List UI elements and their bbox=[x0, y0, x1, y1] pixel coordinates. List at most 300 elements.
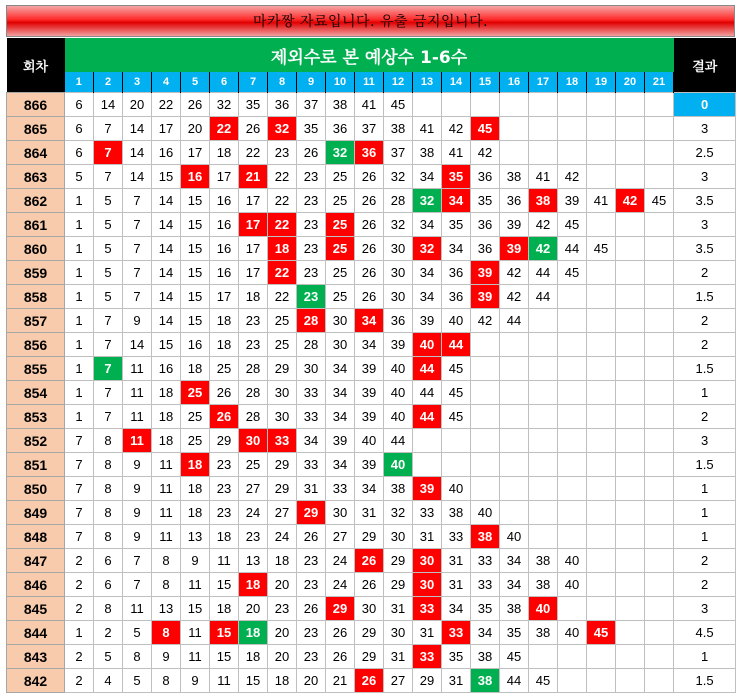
number-cell: 2 bbox=[65, 573, 94, 597]
number-cell: 40 bbox=[384, 453, 413, 477]
number-cell: 40 bbox=[529, 597, 558, 621]
number-cell: 38 bbox=[471, 645, 500, 669]
empty-cell bbox=[529, 141, 558, 165]
empty-cell bbox=[645, 501, 674, 525]
empty-cell bbox=[500, 117, 529, 141]
number-cell: 18 bbox=[152, 381, 181, 405]
empty-cell bbox=[500, 501, 529, 525]
number-cell: 29 bbox=[268, 477, 297, 501]
empty-cell bbox=[645, 669, 674, 693]
empty-cell bbox=[616, 261, 645, 285]
number-cell: 25 bbox=[326, 213, 355, 237]
number-cell: 23 bbox=[297, 213, 326, 237]
number-cell: 30 bbox=[384, 285, 413, 309]
number-cell: 15 bbox=[210, 573, 239, 597]
number-cell: 44 bbox=[500, 669, 529, 693]
empty-cell bbox=[616, 141, 645, 165]
number-cell: 34 bbox=[413, 285, 442, 309]
number-cell: 44 bbox=[413, 405, 442, 429]
number-cell: 11 bbox=[123, 405, 152, 429]
column-number: 7 bbox=[239, 72, 268, 93]
number-cell: 7 bbox=[123, 573, 152, 597]
number-cell: 15 bbox=[181, 189, 210, 213]
empty-cell bbox=[500, 429, 529, 453]
table-body bbox=[7, 93, 736, 693]
number-cell: 15 bbox=[181, 285, 210, 309]
number-cell: 30 bbox=[326, 333, 355, 357]
number-cell: 33 bbox=[413, 597, 442, 621]
empty-cell bbox=[587, 261, 616, 285]
number-cell: 8 bbox=[94, 453, 123, 477]
number-cell: 33 bbox=[471, 549, 500, 573]
number-cell: 15 bbox=[210, 621, 239, 645]
number-cell: 9 bbox=[123, 525, 152, 549]
table-row bbox=[7, 333, 736, 357]
number-cell: 38 bbox=[500, 165, 529, 189]
empty-cell bbox=[500, 453, 529, 477]
number-cell: 41 bbox=[355, 93, 384, 117]
number-cell: 15 bbox=[239, 669, 268, 693]
number-cell: 7 bbox=[94, 405, 123, 429]
empty-cell bbox=[645, 525, 674, 549]
round-cell: 844 bbox=[7, 621, 65, 645]
empty-cell bbox=[442, 93, 471, 117]
number-cell: 34 bbox=[500, 573, 529, 597]
number-cell: 24 bbox=[268, 525, 297, 549]
round-cell: 859 bbox=[7, 261, 65, 285]
round-cell: 849 bbox=[7, 501, 65, 525]
empty-cell bbox=[645, 573, 674, 597]
result-cell: 1 bbox=[674, 381, 736, 405]
empty-cell bbox=[645, 645, 674, 669]
empty-cell bbox=[616, 429, 645, 453]
number-cell: 29 bbox=[210, 429, 239, 453]
empty-cell bbox=[645, 213, 674, 237]
number-cell: 26 bbox=[210, 381, 239, 405]
number-cell: 42 bbox=[558, 165, 587, 189]
empty-cell bbox=[616, 309, 645, 333]
round-cell: 846 bbox=[7, 573, 65, 597]
number-cell: 40 bbox=[558, 621, 587, 645]
round-cell: 854 bbox=[7, 381, 65, 405]
number-cell: 26 bbox=[355, 261, 384, 285]
number-cell: 11 bbox=[210, 669, 239, 693]
empty-cell bbox=[529, 309, 558, 333]
number-cell: 7 bbox=[123, 285, 152, 309]
empty-cell bbox=[529, 93, 558, 117]
empty-cell bbox=[471, 429, 500, 453]
empty-cell bbox=[645, 285, 674, 309]
number-cell: 15 bbox=[210, 645, 239, 669]
empty-cell bbox=[616, 213, 645, 237]
empty-cell bbox=[587, 213, 616, 237]
empty-cell bbox=[587, 501, 616, 525]
number-cell: 33 bbox=[471, 573, 500, 597]
number-cell: 26 bbox=[355, 189, 384, 213]
number-cell: 7 bbox=[123, 237, 152, 261]
number-cell: 40 bbox=[384, 381, 413, 405]
number-cell: 31 bbox=[442, 669, 471, 693]
number-cell: 44 bbox=[558, 237, 587, 261]
empty-cell bbox=[645, 549, 674, 573]
number-cell: 26 bbox=[355, 573, 384, 597]
number-cell: 32 bbox=[384, 165, 413, 189]
number-cell: 22 bbox=[268, 213, 297, 237]
empty-cell bbox=[587, 117, 616, 141]
empty-cell bbox=[413, 93, 442, 117]
number-cell: 25 bbox=[268, 309, 297, 333]
number-cell: 38 bbox=[413, 141, 442, 165]
number-cell: 45 bbox=[587, 237, 616, 261]
empty-cell bbox=[645, 309, 674, 333]
result-cell: 2 bbox=[674, 333, 736, 357]
number-cell: 35 bbox=[500, 621, 529, 645]
number-cell: 42 bbox=[500, 261, 529, 285]
number-cell: 5 bbox=[94, 189, 123, 213]
empty-cell bbox=[500, 141, 529, 165]
number-cell: 1 bbox=[65, 189, 94, 213]
number-cell: 39 bbox=[355, 405, 384, 429]
empty-cell bbox=[587, 429, 616, 453]
number-cell: 9 bbox=[181, 669, 210, 693]
number-cell: 14 bbox=[152, 237, 181, 261]
empty-cell bbox=[587, 549, 616, 573]
number-cell: 39 bbox=[326, 429, 355, 453]
number-cell: 17 bbox=[239, 189, 268, 213]
number-cell: 34 bbox=[442, 189, 471, 213]
number-cell: 15 bbox=[181, 309, 210, 333]
empty-cell bbox=[587, 405, 616, 429]
number-cell: 33 bbox=[442, 525, 471, 549]
result-cell: 2 bbox=[674, 309, 736, 333]
number-cell: 23 bbox=[297, 189, 326, 213]
number-cell: 44 bbox=[442, 333, 471, 357]
number-cell: 32 bbox=[384, 213, 413, 237]
round-cell: 862 bbox=[7, 189, 65, 213]
number-cell: 29 bbox=[384, 573, 413, 597]
empty-cell bbox=[558, 141, 587, 165]
number-cell: 23 bbox=[297, 285, 326, 309]
column-number: 3 bbox=[123, 72, 152, 93]
number-cell: 5 bbox=[123, 621, 152, 645]
empty-cell bbox=[616, 165, 645, 189]
number-cell: 35 bbox=[442, 213, 471, 237]
number-cell: 23 bbox=[210, 477, 239, 501]
number-cell: 35 bbox=[442, 645, 471, 669]
number-cell: 9 bbox=[181, 549, 210, 573]
column-number: 12 bbox=[384, 72, 413, 93]
number-cell: 15 bbox=[152, 333, 181, 357]
empty-cell bbox=[616, 453, 645, 477]
number-cell: 38 bbox=[500, 597, 529, 621]
empty-cell bbox=[471, 477, 500, 501]
number-cell: 8 bbox=[152, 573, 181, 597]
number-cell: 28 bbox=[297, 333, 326, 357]
empty-cell bbox=[645, 429, 674, 453]
warning-banner: 마카짱 자료입니다. 유출 금지입니다. bbox=[6, 5, 735, 37]
number-cell: 34 bbox=[326, 453, 355, 477]
number-cell: 32 bbox=[210, 93, 239, 117]
number-cell: 45 bbox=[500, 645, 529, 669]
number-cell: 28 bbox=[297, 309, 326, 333]
number-cell: 36 bbox=[471, 165, 500, 189]
number-cell: 31 bbox=[442, 573, 471, 597]
number-cell: 7 bbox=[65, 453, 94, 477]
number-cell: 16 bbox=[210, 189, 239, 213]
empty-cell bbox=[500, 357, 529, 381]
number-cell: 40 bbox=[384, 405, 413, 429]
number-cell: 23 bbox=[297, 237, 326, 261]
empty-cell bbox=[616, 549, 645, 573]
result-cell: 2 bbox=[674, 261, 736, 285]
round-cell: 850 bbox=[7, 477, 65, 501]
number-cell: 39 bbox=[355, 381, 384, 405]
empty-cell bbox=[645, 117, 674, 141]
column-number: 17 bbox=[529, 72, 558, 93]
number-cell: 14 bbox=[152, 309, 181, 333]
number-cell: 23 bbox=[297, 261, 326, 285]
round-cell: 865 bbox=[7, 117, 65, 141]
empty-cell bbox=[616, 333, 645, 357]
number-cell: 20 bbox=[268, 645, 297, 669]
number-cell: 20 bbox=[123, 93, 152, 117]
number-cell: 1 bbox=[65, 357, 94, 381]
number-cell: 18 bbox=[268, 669, 297, 693]
column-number: 15 bbox=[471, 72, 500, 93]
empty-cell bbox=[645, 597, 674, 621]
number-cell: 7 bbox=[94, 333, 123, 357]
number-cell: 23 bbox=[239, 309, 268, 333]
number-cell: 29 bbox=[413, 669, 442, 693]
number-cell: 29 bbox=[326, 597, 355, 621]
table-row bbox=[7, 309, 736, 333]
number-cell: 25 bbox=[326, 261, 355, 285]
number-cell: 45 bbox=[384, 93, 413, 117]
empty-cell bbox=[587, 381, 616, 405]
number-cell: 25 bbox=[326, 237, 355, 261]
number-cell: 18 bbox=[239, 621, 268, 645]
result-cell: 1.5 bbox=[674, 453, 736, 477]
number-cell: 17 bbox=[239, 213, 268, 237]
table-row bbox=[7, 189, 736, 213]
empty-cell bbox=[587, 525, 616, 549]
number-cell: 14 bbox=[123, 165, 152, 189]
number-cell: 11 bbox=[123, 597, 152, 621]
empty-cell bbox=[587, 669, 616, 693]
number-cell: 23 bbox=[297, 549, 326, 573]
number-cell: 1 bbox=[65, 621, 94, 645]
table-row bbox=[7, 501, 736, 525]
result-cell: 3 bbox=[674, 117, 736, 141]
number-cell: 22 bbox=[268, 261, 297, 285]
number-cell: 25 bbox=[268, 333, 297, 357]
number-cell: 36 bbox=[500, 189, 529, 213]
number-cell: 39 bbox=[413, 477, 442, 501]
empty-cell bbox=[558, 357, 587, 381]
number-cell: 2 bbox=[65, 549, 94, 573]
number-cell: 34 bbox=[442, 597, 471, 621]
column-number: 6 bbox=[210, 72, 239, 93]
number-cell: 15 bbox=[181, 237, 210, 261]
number-cell: 34 bbox=[442, 237, 471, 261]
round-cell: 864 bbox=[7, 141, 65, 165]
number-cell: 22 bbox=[210, 117, 239, 141]
number-cell: 7 bbox=[65, 429, 94, 453]
result-cell: 3.5 bbox=[674, 237, 736, 261]
number-cell: 1 bbox=[65, 333, 94, 357]
empty-cell bbox=[558, 645, 587, 669]
number-cell: 42 bbox=[442, 117, 471, 141]
number-cell: 7 bbox=[94, 309, 123, 333]
number-cell: 29 bbox=[297, 501, 326, 525]
number-cell: 15 bbox=[181, 213, 210, 237]
number-cell: 31 bbox=[384, 645, 413, 669]
empty-cell bbox=[558, 453, 587, 477]
number-cell: 6 bbox=[94, 549, 123, 573]
number-cell: 30 bbox=[297, 357, 326, 381]
number-cell: 45 bbox=[587, 621, 616, 645]
number-cell: 7 bbox=[65, 477, 94, 501]
number-cell: 45 bbox=[442, 357, 471, 381]
number-cell: 25 bbox=[181, 405, 210, 429]
number-cell: 26 bbox=[326, 645, 355, 669]
number-cell: 33 bbox=[297, 405, 326, 429]
number-cell: 7 bbox=[123, 549, 152, 573]
empty-cell bbox=[529, 405, 558, 429]
number-cell: 33 bbox=[297, 381, 326, 405]
table-row bbox=[7, 381, 736, 405]
empty-cell bbox=[471, 333, 500, 357]
number-cell: 18 bbox=[181, 477, 210, 501]
number-cell: 5 bbox=[94, 285, 123, 309]
empty-cell bbox=[616, 573, 645, 597]
number-cell: 25 bbox=[326, 165, 355, 189]
number-cell: 8 bbox=[152, 549, 181, 573]
number-cell: 7 bbox=[123, 261, 152, 285]
number-cell: 8 bbox=[123, 645, 152, 669]
number-cell: 14 bbox=[152, 189, 181, 213]
empty-cell bbox=[558, 669, 587, 693]
number-cell: 26 bbox=[355, 237, 384, 261]
number-cell: 30 bbox=[384, 621, 413, 645]
number-cell: 32 bbox=[384, 501, 413, 525]
number-cell: 23 bbox=[210, 453, 239, 477]
number-cell: 17 bbox=[239, 261, 268, 285]
empty-cell bbox=[558, 285, 587, 309]
number-cell: 41 bbox=[529, 165, 558, 189]
table-row bbox=[7, 477, 736, 501]
number-cell: 1 bbox=[65, 381, 94, 405]
column-number-row bbox=[7, 72, 736, 93]
number-cell: 31 bbox=[297, 477, 326, 501]
number-cell: 36 bbox=[442, 285, 471, 309]
number-cell: 42 bbox=[529, 237, 558, 261]
number-cell: 18 bbox=[268, 237, 297, 261]
number-cell: 20 bbox=[297, 669, 326, 693]
number-cell: 40 bbox=[413, 333, 442, 357]
number-cell: 13 bbox=[239, 549, 268, 573]
number-cell: 40 bbox=[558, 573, 587, 597]
number-cell: 23 bbox=[239, 525, 268, 549]
number-cell: 7 bbox=[65, 525, 94, 549]
number-cell: 15 bbox=[181, 261, 210, 285]
number-cell: 11 bbox=[152, 453, 181, 477]
number-cell: 11 bbox=[152, 477, 181, 501]
table-row bbox=[7, 621, 736, 645]
empty-cell bbox=[500, 477, 529, 501]
number-cell: 2 bbox=[65, 645, 94, 669]
number-cell: 18 bbox=[210, 333, 239, 357]
table-title: 제외수로 본 예상수 1-6수 bbox=[65, 38, 674, 72]
round-cell: 847 bbox=[7, 549, 65, 573]
number-cell: 18 bbox=[181, 357, 210, 381]
number-cell: 40 bbox=[558, 549, 587, 573]
number-cell: 25 bbox=[326, 189, 355, 213]
table-row bbox=[7, 429, 736, 453]
round-cell: 851 bbox=[7, 453, 65, 477]
empty-cell bbox=[616, 237, 645, 261]
number-cell: 38 bbox=[384, 117, 413, 141]
table-row bbox=[7, 237, 736, 261]
empty-cell bbox=[529, 525, 558, 549]
number-cell: 16 bbox=[210, 213, 239, 237]
number-cell: 2 bbox=[65, 669, 94, 693]
empty-cell bbox=[558, 429, 587, 453]
number-cell: 30 bbox=[384, 237, 413, 261]
number-cell: 18 bbox=[239, 645, 268, 669]
empty-cell bbox=[471, 93, 500, 117]
number-cell: 9 bbox=[152, 645, 181, 669]
number-cell: 34 bbox=[297, 429, 326, 453]
number-cell: 30 bbox=[326, 309, 355, 333]
number-cell: 25 bbox=[181, 381, 210, 405]
empty-cell bbox=[616, 477, 645, 501]
number-cell: 32 bbox=[268, 117, 297, 141]
number-cell: 30 bbox=[268, 405, 297, 429]
empty-cell bbox=[558, 333, 587, 357]
empty-cell bbox=[558, 477, 587, 501]
table-row bbox=[7, 525, 736, 549]
empty-cell bbox=[471, 405, 500, 429]
number-cell: 16 bbox=[210, 261, 239, 285]
number-cell: 20 bbox=[268, 573, 297, 597]
number-cell: 37 bbox=[355, 117, 384, 141]
number-cell: 39 bbox=[355, 453, 384, 477]
number-cell: 2 bbox=[94, 621, 123, 645]
empty-cell bbox=[645, 165, 674, 189]
empty-cell bbox=[587, 165, 616, 189]
column-number: 18 bbox=[558, 72, 587, 93]
number-cell: 34 bbox=[355, 333, 384, 357]
number-cell: 30 bbox=[384, 525, 413, 549]
number-cell: 36 bbox=[355, 141, 384, 165]
number-cell: 32 bbox=[413, 189, 442, 213]
number-cell: 26 bbox=[355, 669, 384, 693]
column-number: 14 bbox=[442, 72, 471, 93]
number-cell: 25 bbox=[239, 453, 268, 477]
empty-cell bbox=[587, 141, 616, 165]
number-cell: 44 bbox=[529, 285, 558, 309]
number-cell: 6 bbox=[65, 141, 94, 165]
number-cell: 39 bbox=[413, 309, 442, 333]
number-cell: 17 bbox=[210, 285, 239, 309]
number-cell: 36 bbox=[268, 93, 297, 117]
number-cell: 5 bbox=[94, 261, 123, 285]
number-cell: 18 bbox=[239, 285, 268, 309]
number-cell: 26 bbox=[326, 621, 355, 645]
number-cell: 18 bbox=[239, 573, 268, 597]
empty-cell bbox=[529, 453, 558, 477]
